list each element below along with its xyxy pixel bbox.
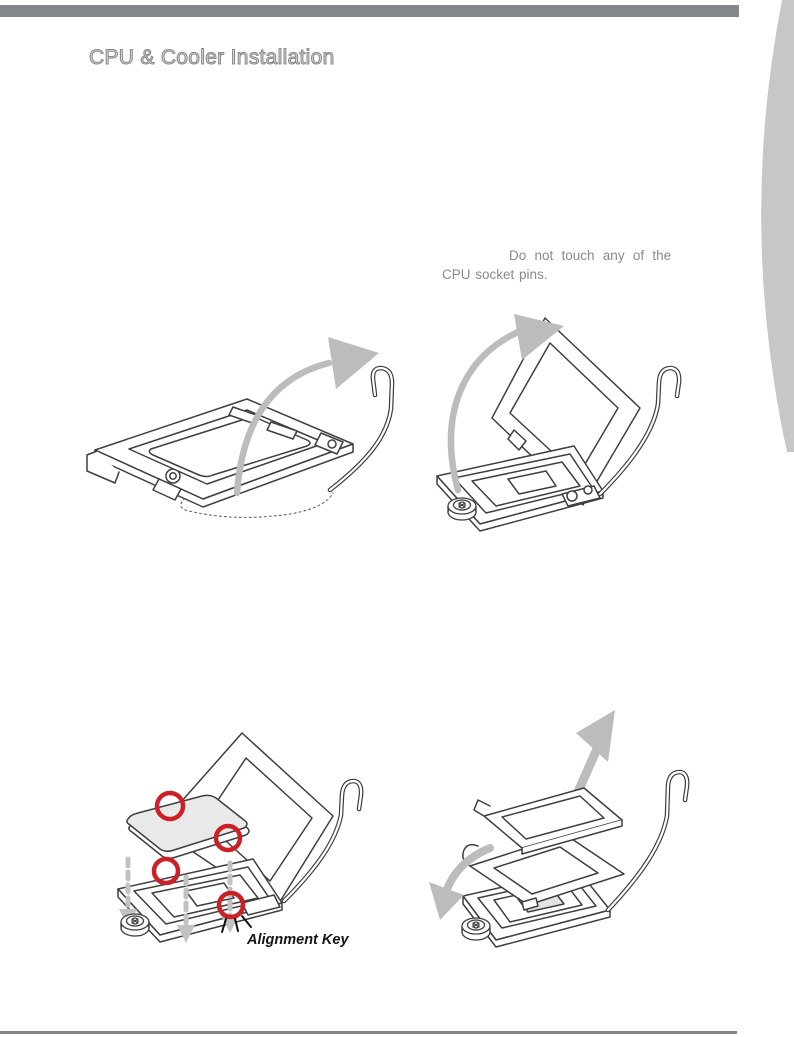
screw-cap [462,918,490,940]
footer-rule [0,1031,737,1034]
page-title: CPU & Cooler Installation [89,46,335,69]
figure-remove-cover [429,710,687,947]
screw-cap [121,914,149,936]
caution-note-line1: Do not touch any of the [509,248,672,263]
figure-unlatch-lever [87,337,392,517]
figure-insert-cpu [118,733,361,948]
load-lever [608,772,687,910]
screw-cap [448,498,476,520]
figure-open-load-plate [437,314,679,531]
load-lever [330,368,392,490]
alignment-key-label: Alignment Key [247,932,349,948]
caution-note-line2: CPU socket pins. [442,266,548,282]
